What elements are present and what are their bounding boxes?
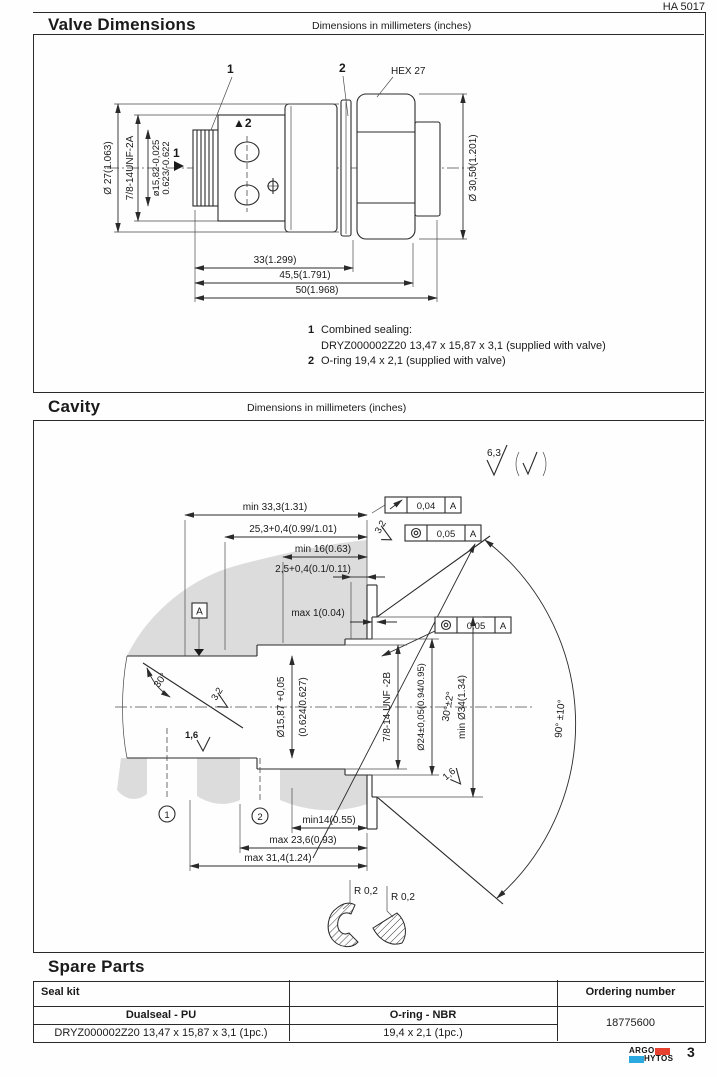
col-header-ordering-number: Ordering number — [585, 986, 676, 998]
dim-min14: min14(0.55) — [302, 815, 356, 826]
note1-text-line2: DRYZ000002Z20 13,47 x 15,87 x 3,1 (supplied with valve) — [321, 339, 606, 352]
svg-text:0,05: 0,05 — [466, 621, 486, 632]
note2-number: 2 — [308, 355, 315, 367]
dim-max314: max 31,4(1.24) — [244, 853, 312, 864]
valve-section-title: Valve Dimensions — [48, 15, 196, 34]
valve-section-header — [33, 13, 704, 35]
rear-boss — [415, 122, 440, 216]
svg-text:min Ø34(1.34): min Ø34(1.34) — [457, 675, 468, 739]
roughness-1-6-left — [185, 730, 210, 751]
svg-text:Ø15,87 +0,05: Ø15,87 +0,05 — [276, 676, 287, 738]
gdt-concentricity-frame-2 — [382, 617, 511, 656]
svg-text:3,2: 3,2 — [372, 518, 389, 536]
svg-text:7/8-14 UNF -2B: 7/8-14 UNF -2B — [382, 671, 393, 743]
dim-depth: min 33,3(1.31) — [242, 502, 308, 513]
valve-units-note: Dimensions in millimeters (inches) — [312, 20, 472, 32]
svg-text:7/8-14UNF-2A: 7/8-14UNF-2A — [125, 135, 136, 201]
cavity-units-note: Dimensions in millimeters (inches) — [247, 402, 407, 414]
roughness-3-2-top — [371, 519, 398, 544]
svg-text:ø15,82-0,025: ø15,82-0,025 — [151, 139, 162, 197]
svg-text:1: 1 — [164, 810, 170, 821]
port-balloon-2 — [252, 808, 268, 824]
cavity-section-header — [33, 392, 704, 421]
cavity-drawing — [35, 428, 705, 950]
svg-text:A: A — [499, 621, 507, 632]
svg-text:3,2: 3,2 — [209, 685, 226, 703]
logo-text-hytos: HYTOS — [644, 1054, 674, 1063]
dualseal-value: DRYZ000002Z20 13,47 x 15,87 x 3,1 (1pc.) — [54, 1027, 268, 1039]
argo-hytos-logo — [629, 1047, 673, 1063]
radius-label-2: R 0,2 — [391, 892, 415, 903]
svg-text:Ø24±0,05(0.94/0.95): Ø24±0,05(0.94/0.95) — [416, 663, 427, 751]
svg-text:A: A — [196, 606, 203, 618]
dim-45-5: 45,5(1.791) — [279, 270, 331, 281]
svg-text:0.623/-0.622: 0.623/-0.622 — [161, 141, 172, 195]
svg-text:0,05: 0,05 — [436, 529, 456, 540]
svg-text:A: A — [469, 529, 477, 540]
dim-thread-depth: 25,3+0,4(0.99/1.01) — [249, 524, 337, 535]
valve-notes — [308, 323, 606, 370]
svg-text:A: A — [449, 501, 457, 512]
port2-marker: ▲2 — [233, 116, 252, 130]
gdt-runout-frame — [372, 497, 461, 513]
dim-cbore: 2,5+0,4(0.1/0.11) — [275, 564, 351, 575]
note1-text: Combined sealing: — [321, 324, 413, 336]
svg-text:Ø 27(1.063): Ø 27(1.063) — [103, 141, 114, 195]
svg-text:90° ±10°: 90° ±10° — [553, 699, 568, 739]
dim-33: 33(1.299) — [253, 255, 297, 266]
dim-spotface: max 1(0.04) — [291, 608, 345, 619]
cavity-section-title: Cavity — [48, 397, 101, 416]
subheader-dualseal: Dualseal - PU — [125, 1009, 197, 1021]
svg-text:(0.624/0.627): (0.624/0.627) — [298, 677, 309, 737]
dim-nose-dia — [148, 130, 172, 206]
oring-value: 19,4 x 2,1 (1pc.) — [383, 1027, 463, 1039]
logo-text-argo: ARGO — [629, 1046, 655, 1055]
valve-body-outline — [193, 94, 440, 239]
svg-text:6,3: 6,3 — [487, 448, 501, 459]
svg-text:2: 2 — [339, 61, 346, 75]
chamfer-angle — [147, 668, 170, 697]
section-material — [117, 540, 367, 810]
dim-50: 50(1.968) — [295, 285, 339, 296]
radius-detail — [328, 880, 415, 947]
radius-label-1: R 0,2 — [354, 886, 378, 897]
spare-parts-table — [33, 980, 704, 1041]
port1-marker: 1 — [173, 146, 180, 160]
page-number: 3 — [687, 1044, 695, 1060]
spare-parts-title: Spare Parts — [48, 957, 145, 976]
port1-arrow-icon — [174, 161, 184, 171]
roughness-1-6-right — [441, 764, 466, 790]
dim-min16: min 16(0.63) — [294, 544, 352, 555]
document-number: HA 5017 — [662, 1, 705, 13]
note1-number: 1 — [308, 324, 315, 336]
subheader-oring: O-ring - NBR — [389, 1009, 457, 1021]
svg-text:HEX 27: HEX 27 — [391, 66, 426, 77]
col-header-seal-kit: Seal kit — [41, 986, 80, 998]
svg-text:30°: 30° — [152, 671, 170, 690]
svg-text:1: 1 — [227, 62, 234, 76]
spare-parts-header — [33, 952, 704, 982]
svg-text:1,6: 1,6 — [440, 765, 458, 783]
svg-text:Ø 30,50(1.201): Ø 30,50(1.201) — [468, 134, 479, 202]
port-balloon-1 — [159, 806, 175, 822]
logo-blue-box — [629, 1056, 644, 1063]
note2-text: O-ring 19,4 x 2,1 (supplied with valve) — [321, 355, 506, 367]
hex-head — [357, 94, 415, 239]
ordering-number-value: 18775600 — [606, 1017, 655, 1029]
svg-text:2: 2 — [257, 812, 263, 823]
surface-finish-symbol — [487, 445, 546, 476]
dim-seat-angle: 30°±2° — [440, 690, 457, 723]
svg-text:1,6: 1,6 — [185, 730, 199, 741]
dim-bore-dia — [276, 656, 309, 758]
svg-text:0,04: 0,04 — [416, 501, 436, 512]
hex-callout — [377, 66, 426, 97]
dim-spotface-angle — [485, 540, 576, 898]
dim-max236: max 23,6(0.93) — [269, 835, 337, 846]
valve-drawing — [35, 50, 505, 370]
